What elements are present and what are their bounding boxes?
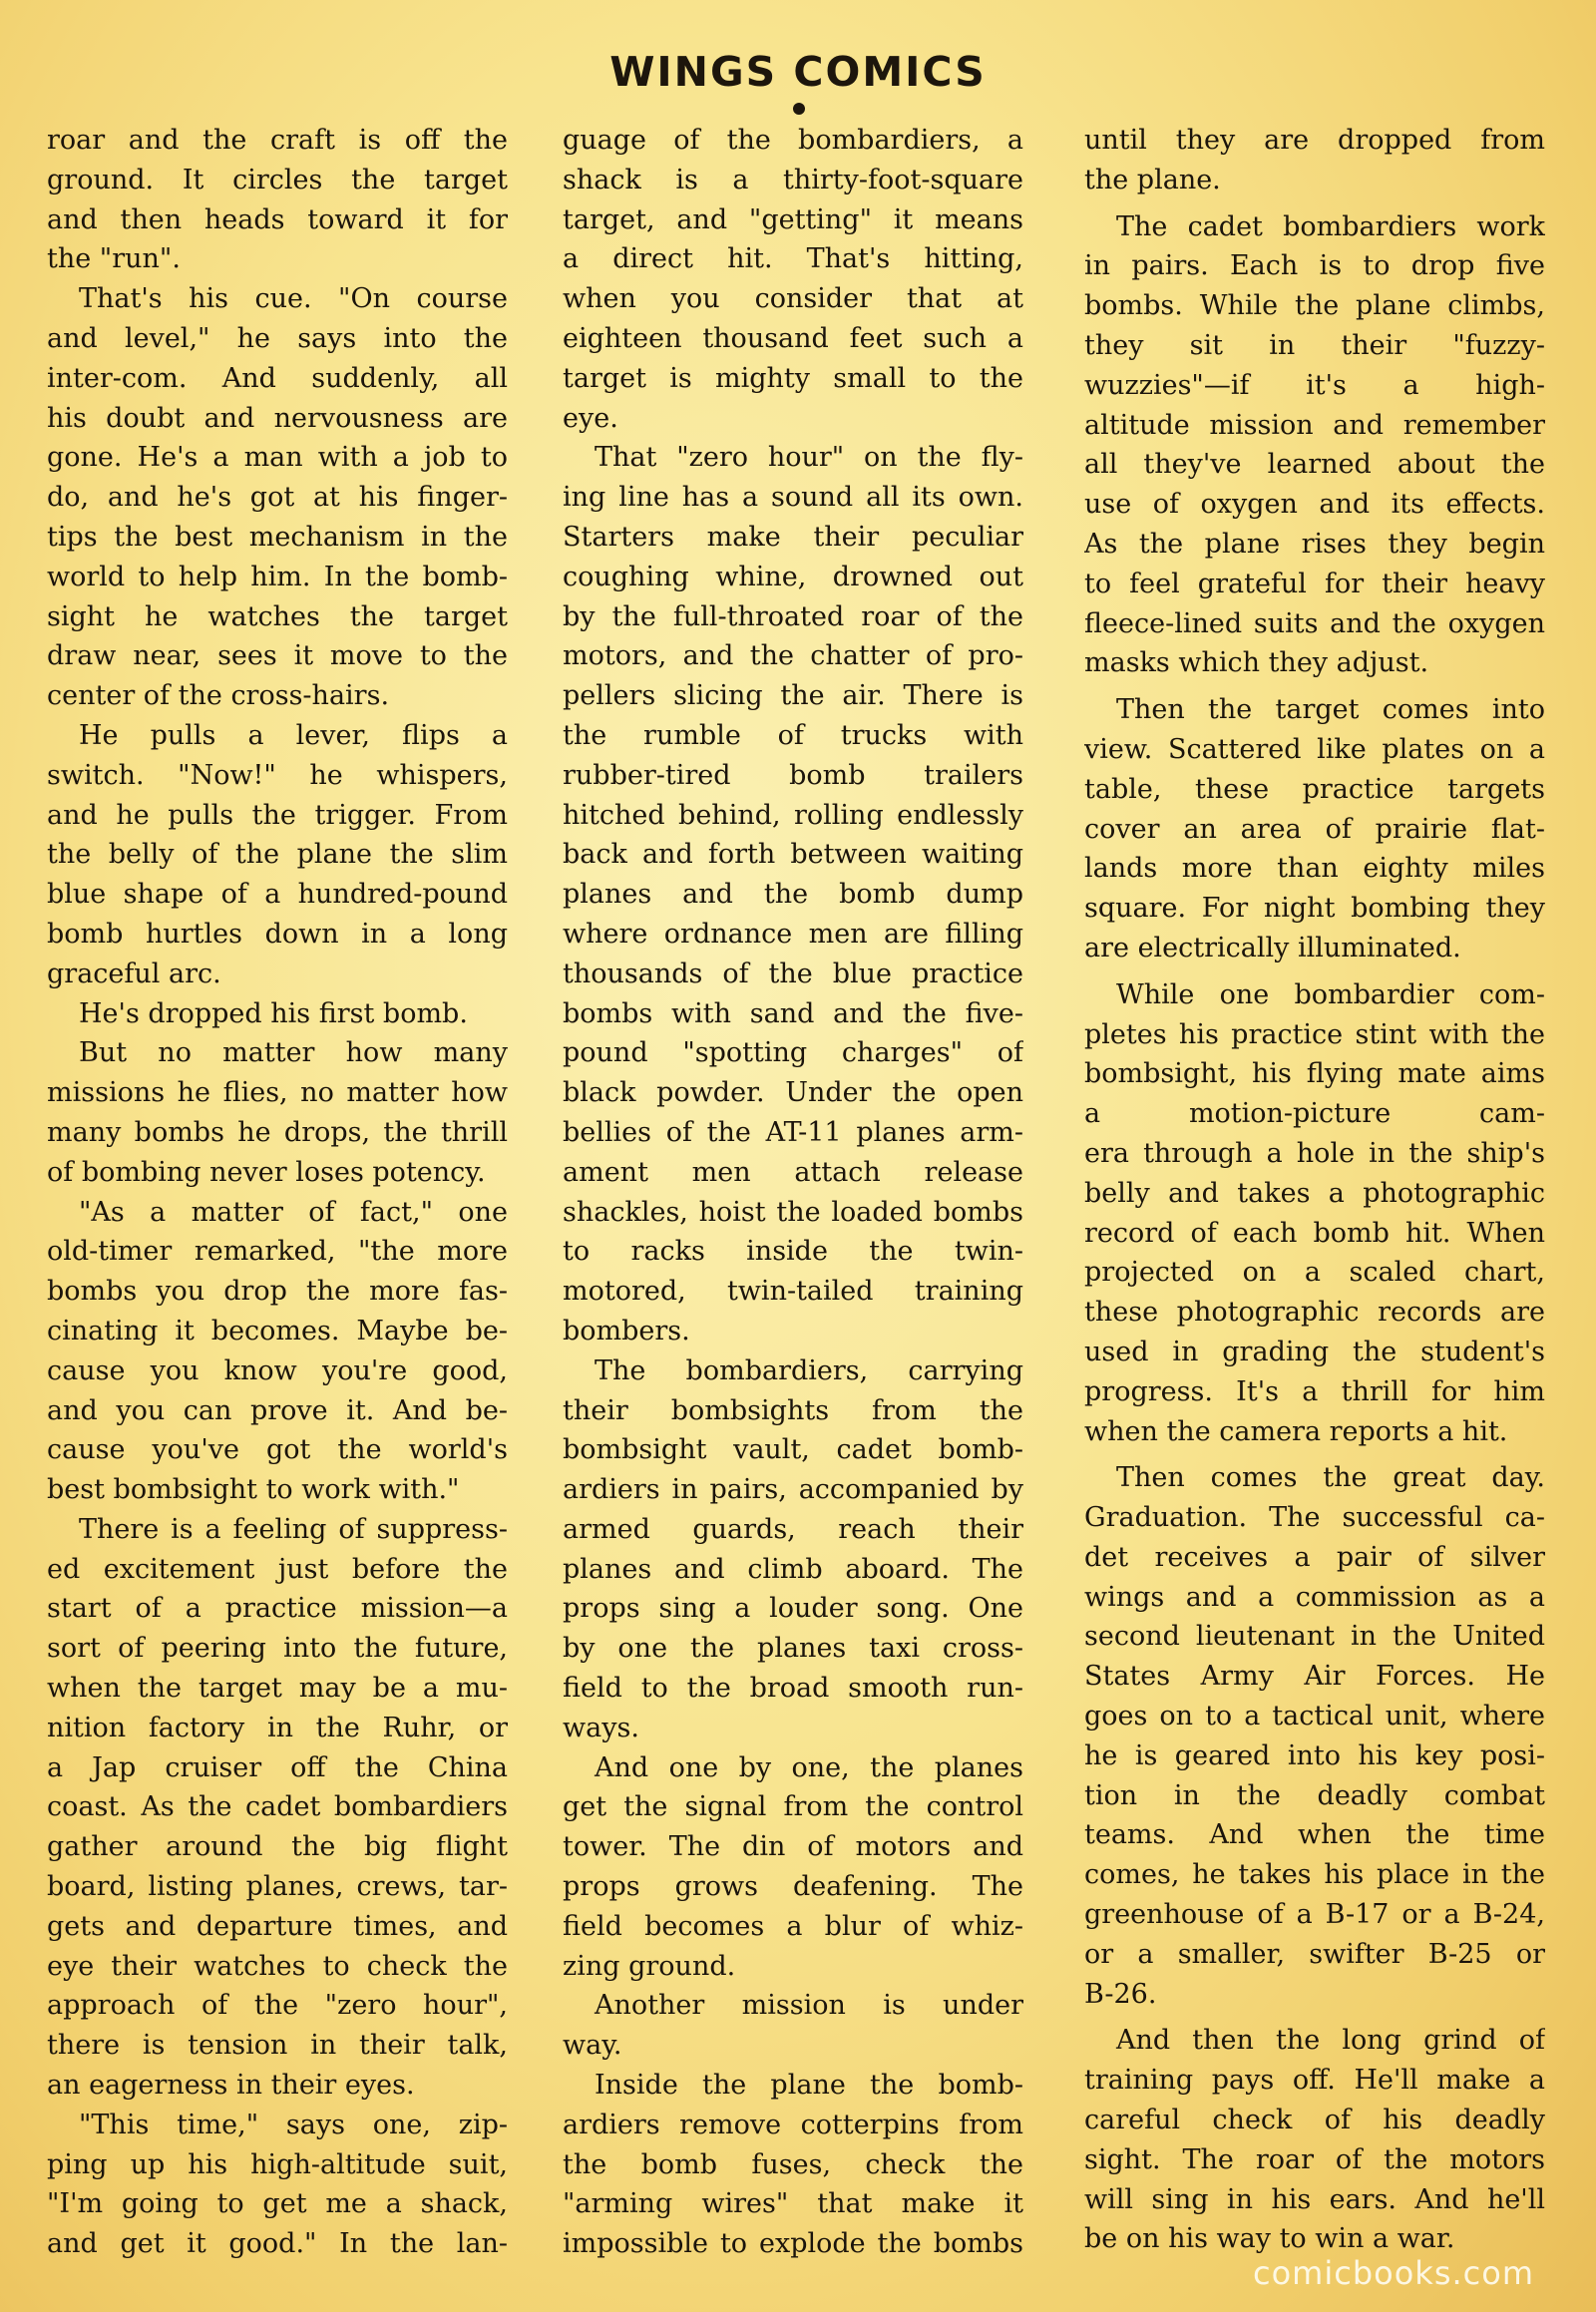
text-line: all they've learned about the [1084, 449, 1545, 481]
text-line: He pulls a lever, flips a [79, 719, 508, 751]
text-line: table, these practice targets [1084, 773, 1545, 805]
text-line: fleece-lined suits and the oxygen [1084, 607, 1545, 639]
text-line: bellies of the AT-11 planes arm- [563, 1116, 1023, 1148]
text-line: graceful arc. [47, 958, 221, 989]
text-line: are electrically illuminated. [1084, 932, 1461, 963]
text-line: wuzzies"—if it's a high- [1084, 369, 1545, 401]
text-line: bombers. [563, 1315, 690, 1347]
text-line: det receives a pair of silver [1084, 1541, 1545, 1573]
text-line: way. [563, 2030, 622, 2062]
text-line: use of oxygen and its effects. [1084, 489, 1545, 521]
text-line: masks which they adjust. [1084, 647, 1429, 679]
text-line: zing ground. [563, 1950, 736, 1982]
text-line: will sing in his ears. And he'll [1084, 2183, 1545, 2215]
text-line: "arming wires" that make it [563, 2188, 1023, 2220]
text-line: be on his way to win a war. [1084, 2223, 1455, 2255]
text-line: when you consider that at [563, 283, 1023, 315]
text-line: ed excitement just before the [47, 1553, 508, 1585]
text-line: "This time," says one, zip- [79, 2109, 508, 2140]
text-line: nition factory in the Ruhr, or [47, 1712, 508, 1743]
text-line: planes and the bomb dump [563, 879, 1023, 911]
text-line: many bombs he drops, the thrill [47, 1116, 508, 1148]
text-line: their bombsights from the [563, 1394, 1023, 1426]
text-line: gets and departure times, and [47, 1910, 508, 1942]
text-line: draw near, sees it move to the [47, 640, 508, 672]
text-line: bombs. While the plane climbs, [1084, 290, 1545, 322]
text-line: "I'm going to get me a shack, [47, 2188, 508, 2220]
text-line: coast. As the cadet bombardiers [47, 1791, 508, 1823]
text-line: and you can prove it. And be- [47, 1394, 508, 1426]
text-line: The cadet bombardiers work [1116, 210, 1545, 242]
text-line: cause you know you're good, [47, 1354, 508, 1386]
text-line: lands more than eighty miles [1084, 853, 1545, 885]
text-line: until they are dropped from [1084, 125, 1545, 156]
text-line: center of the cross-hairs. [47, 680, 390, 712]
text-line: Graduation. The successful ca- [1084, 1502, 1545, 1534]
text-line: guage of the bombardiers, a [563, 125, 1023, 156]
text-line: rubber-tired bomb trailers [563, 759, 1023, 791]
text-line: belly and takes a photographic [1084, 1177, 1545, 1209]
text-line: altitude mission and remember [1084, 409, 1545, 441]
text-line: pound "spotting charges" of [563, 1037, 1023, 1069]
text-line: comes, he takes his place in the [1084, 1859, 1545, 1891]
text-line: cover an area of prairie flat- [1084, 813, 1545, 845]
text-line: he is geared into his key posi- [1084, 1739, 1545, 1771]
text-line: eye. [563, 402, 618, 434]
text-line: eighteen thousand feet such a [563, 322, 1023, 354]
text-line: when the target may be a mu- [47, 1673, 508, 1705]
text-line: B-26. [1084, 1978, 1157, 2010]
text-line: Starters make their peculiar [563, 521, 1023, 553]
text-line: in pairs. Each is to drop five [1084, 250, 1545, 282]
text-line: a direct hit. That's hitting, [563, 243, 1023, 275]
text-line: bombs you drop the more fas- [47, 1276, 508, 1308]
text-line: wings and a commission as a [1084, 1581, 1545, 1613]
text-line: While one bombardier com- [1116, 978, 1545, 1010]
text-line: by the full-throated roar of the [563, 600, 1023, 632]
text-line: bombsight vault, cadet bomb- [563, 1434, 1023, 1466]
text-line: progress. It's a thrill for him [1084, 1375, 1545, 1407]
text-line: cinating it becomes. Maybe be- [47, 1315, 508, 1347]
text-line: back and forth between waiting [563, 839, 1023, 871]
text-line: do, and he's got at his finger- [47, 482, 508, 514]
text-line: world to help him. In the bomb- [47, 561, 508, 592]
text-line: shack is a thirty-foot-square [563, 164, 1023, 195]
text-line: field to the broad smooth run- [563, 1673, 1023, 1705]
text-line: blue shape of a hundred-pound [47, 879, 508, 911]
text-column-1 [47, 121, 508, 2265]
text-line: Inside the plane the bomb- [595, 2070, 1023, 2102]
text-line: cause you've got the world's [47, 1434, 508, 1466]
text-line: they sit in their "fuzzy- [1084, 329, 1545, 361]
text-line: sight he watches the target [47, 600, 508, 632]
text-line: best bombsight to work with." [47, 1474, 460, 1506]
text-line: ardiers remove cotterpins from [563, 2109, 1023, 2140]
text-line: the "run". [47, 243, 181, 275]
text-line: teams. And when the time [1084, 1819, 1545, 1851]
text-line: impossible to explode the bombs [563, 2228, 1023, 2260]
text-line: target is mighty small to the [563, 362, 1023, 394]
text-line: armed guards, reach their [563, 1513, 1023, 1545]
text-line: approach of the "zero hour", [47, 1990, 508, 2022]
text-line: second lieutenant in the United [1084, 1621, 1545, 1653]
text-line: ardiers in pairs, accompanied by [563, 1474, 1023, 1506]
text-line: bombs with sand and the five- [563, 997, 1023, 1029]
text-line: And then the long grind of [1116, 2025, 1545, 2057]
text-line: pellers slicing the air. There is [563, 680, 1023, 712]
text-line: bombsight, his flying mate aims [1084, 1058, 1545, 1090]
text-line: ament men attach release [563, 1156, 1023, 1188]
text-line: motored, twin-tailed training [563, 1276, 1023, 1308]
text-line: tips the best mechanism in the [47, 521, 508, 553]
text-line: thousands of the blue practice [563, 958, 1023, 989]
text-line: field becomes a blur of whiz- [563, 1910, 1023, 1942]
text-column-3 [1084, 121, 1545, 2265]
text-line: inter-com. And suddenly, all [47, 362, 508, 394]
text-line: Then comes the great day. [1116, 1462, 1545, 1494]
text-line: ing line has a sound all its own. [563, 482, 1023, 514]
text-line: by one the planes taxi cross- [563, 1633, 1023, 1665]
text-line: a Jap cruiser off the China [47, 1751, 508, 1783]
text-line: an eagerness in their eyes. [47, 2070, 415, 2102]
text-line: old-timer remarked, "the more [47, 1236, 508, 1268]
text-line: the bomb fuses, check the [563, 2148, 1023, 2180]
text-line: the belly of the plane the slim [47, 839, 508, 871]
text-line: The bombardiers, carrying [595, 1354, 1023, 1386]
text-line: greenhouse of a B-17 or a B-24, [1084, 1899, 1545, 1931]
text-line: Then the target comes into [1116, 694, 1545, 726]
text-line: or a smaller, swifter B-25 or [1084, 1938, 1545, 1970]
header-ornament-dot [793, 103, 805, 115]
text-line: But no matter how many [79, 1037, 508, 1069]
text-line: and get it good." In the lan- [47, 2228, 508, 2260]
text-line: target, and "getting" it means [563, 203, 1023, 235]
text-line: Another mission is under [595, 1990, 1023, 2022]
text-line: bomb hurtles down in a long [47, 918, 508, 950]
text-line: gather around the big flight [47, 1831, 508, 1863]
text-line: planes and climb aboard. The [563, 1553, 1023, 1585]
text-line: props grows deafening. The [563, 1871, 1023, 1903]
text-line: ground. It circles the target [47, 164, 508, 195]
text-line: a motion-picture cam- [1084, 1098, 1545, 1130]
text-line: ping up his high-altitude suit, [47, 2148, 508, 2180]
text-line: missions he flies, no matter how [47, 1077, 508, 1109]
text-line: record of each bomb hit. When [1084, 1217, 1545, 1249]
text-line: ways. [563, 1712, 639, 1743]
text-line: to feel grateful for their heavy [1084, 568, 1545, 599]
watermark-text: comicbooks.com [1252, 2254, 1534, 2292]
text-line: And one by one, the planes [595, 1751, 1023, 1783]
text-line: board, listing planes, crews, tar- [47, 1871, 508, 1903]
text-line: He's dropped his first bomb. [79, 997, 468, 1029]
text-line: his doubt and nervousness are [47, 402, 508, 434]
text-line: and level," he says into the [47, 322, 508, 354]
text-line: motors, and the chatter of pro- [563, 640, 1023, 672]
text-line: props sing a louder song. One [563, 1593, 1023, 1625]
text-line: As the plane rises they begin [1084, 528, 1545, 560]
text-line: black powder. Under the open [563, 1077, 1023, 1109]
text-line: tion in the deadly combat [1084, 1779, 1545, 1811]
text-line: view. Scattered like plates on a [1084, 733, 1545, 765]
text-line: States Army Air Forces. He [1084, 1661, 1545, 1693]
text-line: the rumble of trucks with [563, 719, 1023, 751]
text-line: there is tension in their talk, [47, 2030, 508, 2062]
text-line: tower. The din of motors and [563, 1831, 1023, 1863]
text-line: eye their watches to check the [47, 1950, 508, 1982]
text-line: get the signal from the control [563, 1791, 1023, 1823]
text-column-2 [563, 121, 1023, 2265]
text-line: sort of peering into the future, [47, 1633, 508, 1665]
text-line: There is a feeling of suppress- [79, 1513, 508, 1545]
text-line: shackles, hoist the loaded bombs [563, 1196, 1023, 1228]
text-line: and then heads toward it for [47, 203, 508, 235]
text-line: to racks inside the twin- [563, 1236, 1023, 1268]
text-line: sight. The roar of the motors [1084, 2143, 1545, 2175]
text-line: used in grading the student's [1084, 1336, 1545, 1367]
text-line: That "zero hour" on the fly- [595, 442, 1023, 474]
text-line: "As a matter of fact," one [79, 1196, 508, 1228]
text-line: gone. He's a man with a job to [47, 442, 508, 474]
text-line: and he pulls the trigger. From [47, 799, 508, 831]
text-line: era through a hole in the ship's [1084, 1137, 1545, 1169]
text-line: projected on a scaled chart, [1084, 1257, 1545, 1289]
text-line: roar and the craft is off the [47, 125, 508, 156]
text-line: pletes his practice stint with the [1084, 1018, 1545, 1050]
text-line: switch. "Now!" he whispers, [47, 759, 508, 791]
text-line: goes on to a tactical unit, where [1084, 1701, 1545, 1733]
text-line: these photographic records are [1084, 1297, 1545, 1329]
text-line: training pays off. He'll make a [1084, 2065, 1545, 2097]
text-line: of bombing never loses potency. [47, 1156, 486, 1188]
text-line: coughing whine, drowned out [563, 561, 1023, 592]
text-line: start of a practice mission—a [47, 1593, 508, 1625]
text-line: careful check of his deadly [1084, 2105, 1545, 2136]
text-line: That's his cue. "On course [79, 283, 508, 315]
text-line: square. For night bombing they [1084, 893, 1545, 925]
text-line: where ordnance men are filling [563, 918, 1023, 950]
text-line: hitched behind, rolling endlessly [563, 799, 1023, 831]
text-line: when the camera reports a hit. [1084, 1415, 1508, 1447]
page-header-title: WINGS COMICS [609, 48, 987, 96]
text-line: the plane. [1084, 164, 1221, 195]
